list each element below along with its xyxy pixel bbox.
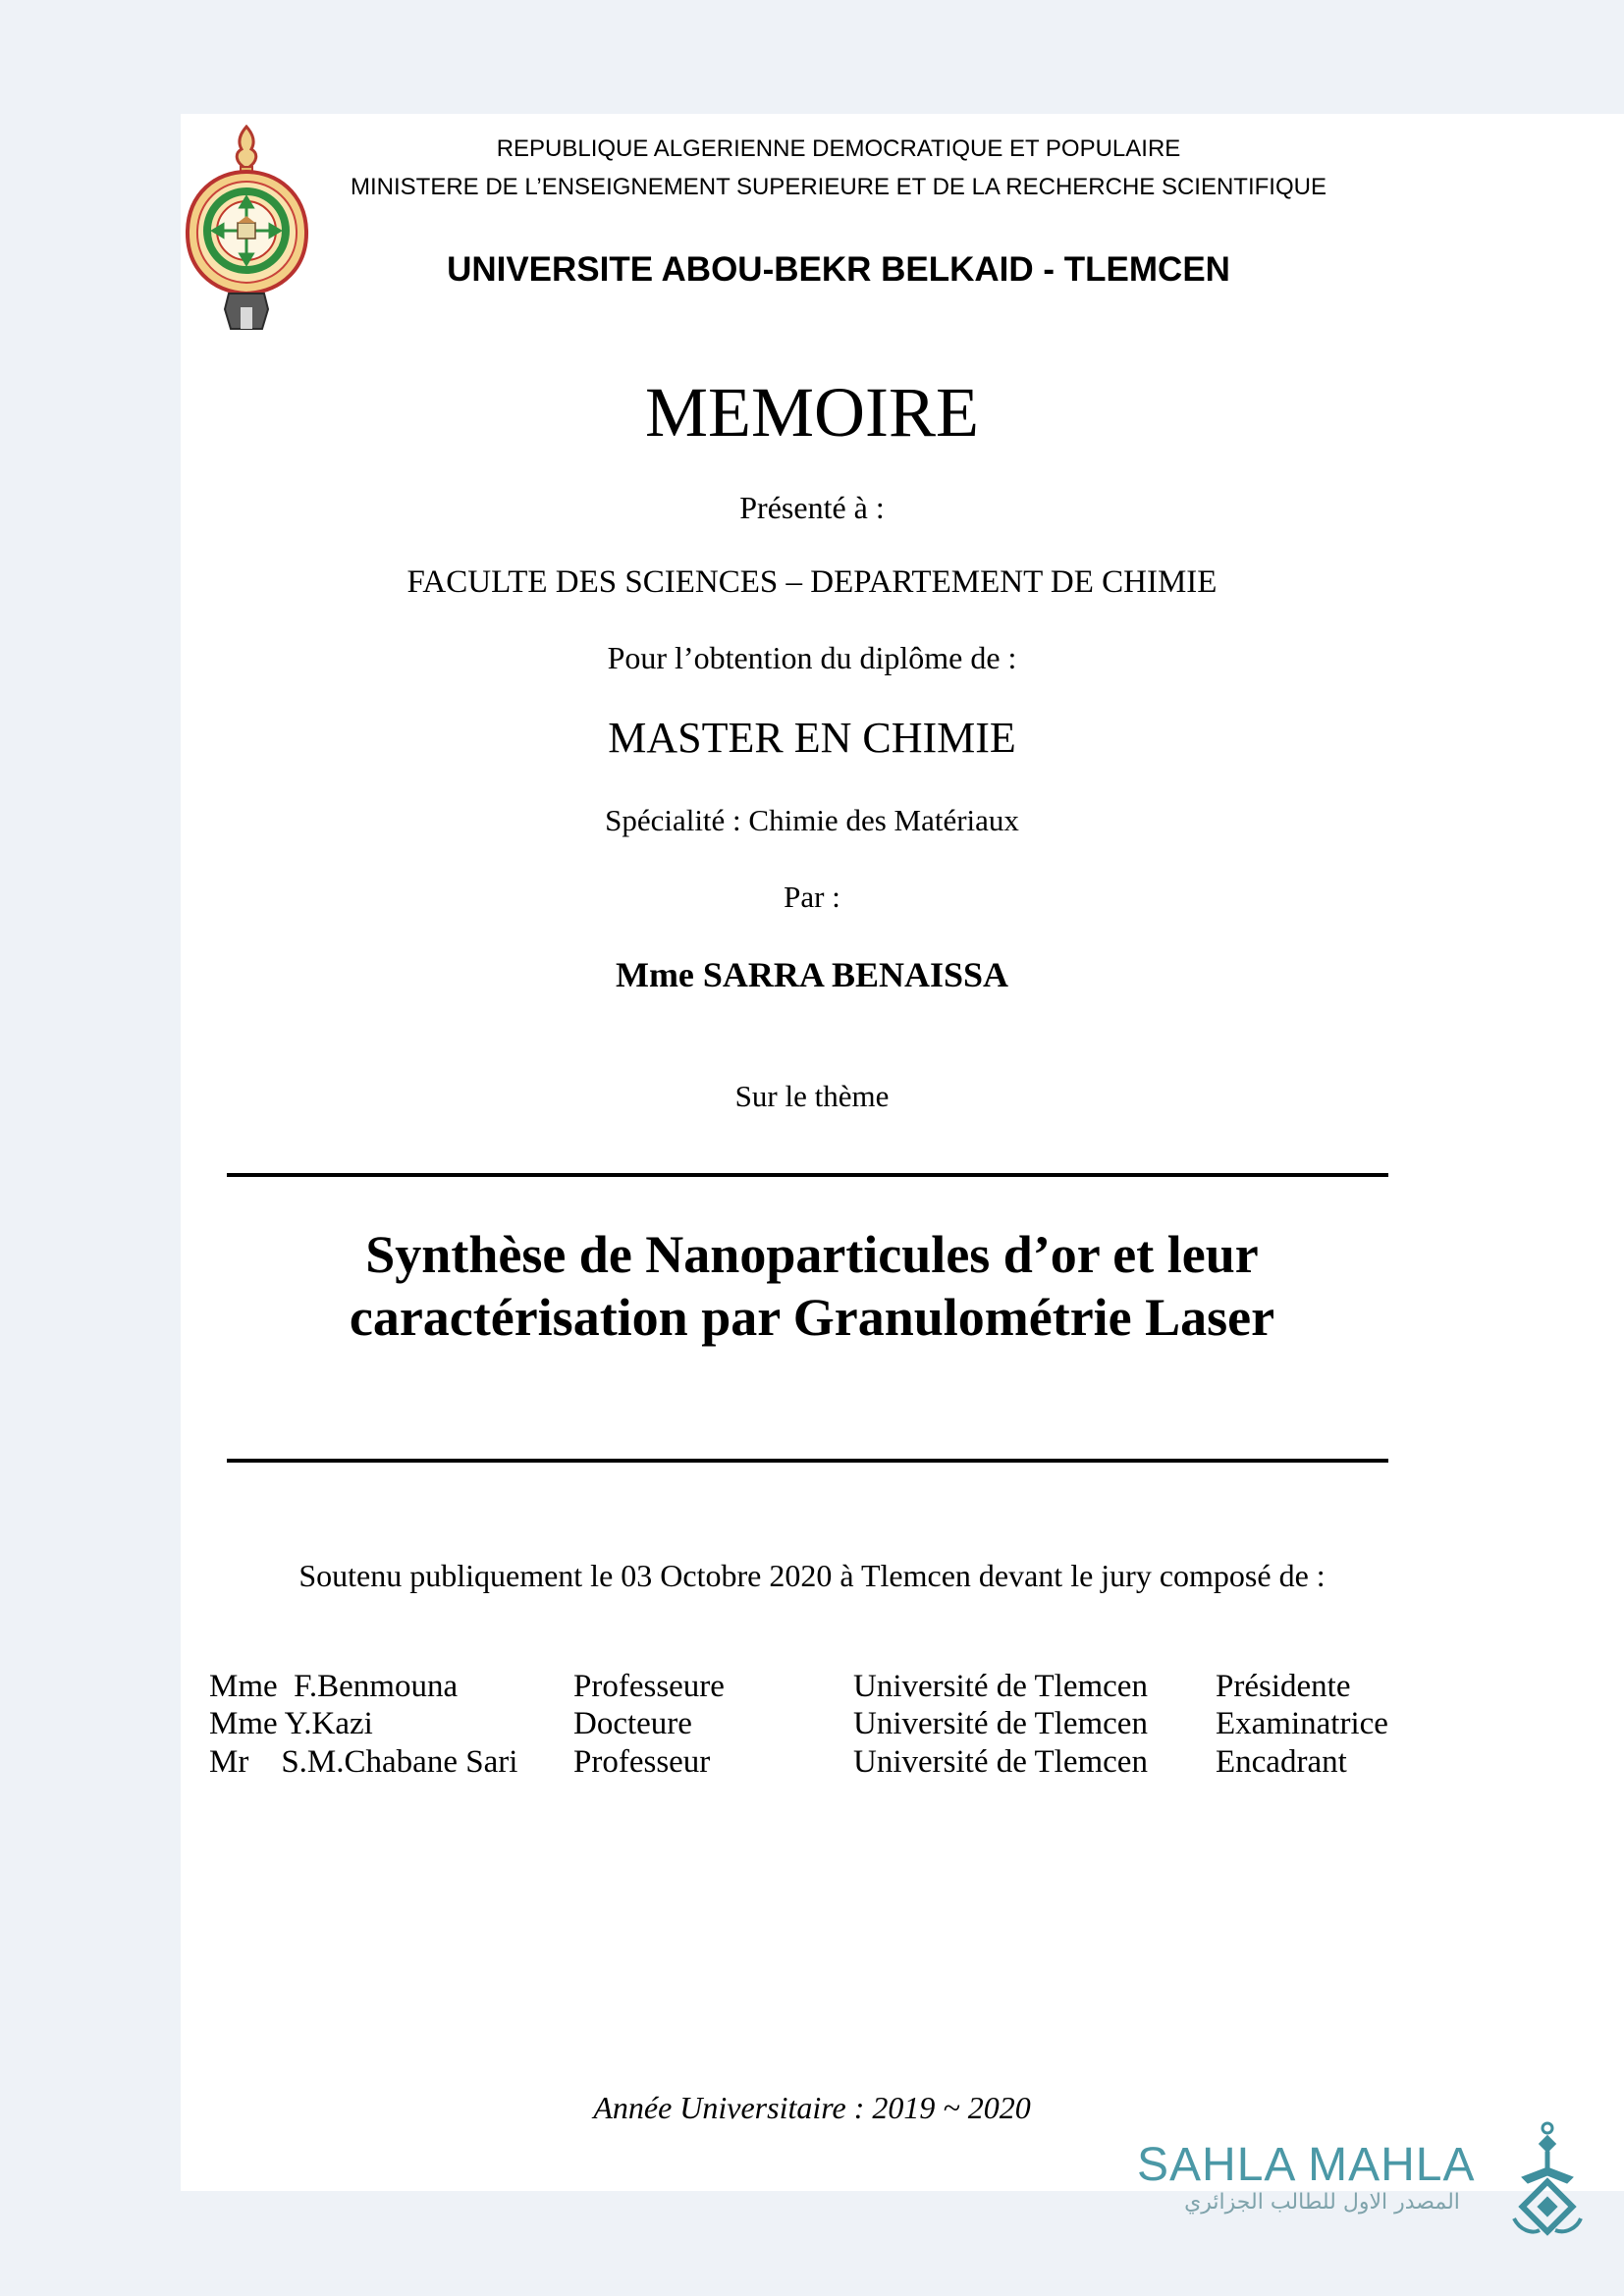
presented-to-label: Présenté à :	[739, 490, 885, 525]
document-type-title: MEMOIRE	[645, 373, 979, 452]
university-heading: UNIVERSITE ABOU-BEKR BELKAID - TLEMCEN	[447, 250, 1230, 289]
jury-member-role: Présidente	[1216, 1669, 1351, 1704]
jury-member-title: Docteure	[573, 1706, 692, 1741]
watermark-brand: SAHLA MAHLA	[1137, 2139, 1476, 2191]
defense-statement: Soutenu publiquement le 03 Octobre 2020 à Tlemcen devant le jury composé de :	[298, 1558, 1326, 1593]
jury-member-name: Mme F.Benmouna	[209, 1669, 459, 1704]
watermark-tagline: المصدر الاول للطالب الجزائري	[1184, 2190, 1460, 2215]
sahla-mahla-calligraphy-icon	[1508, 2120, 1587, 2236]
ministry-heading: MINISTERE DE L’ENSEIGNEMENT SUPERIEURE ET DE LA RECHERCHE SCIENTIFIQUE	[351, 174, 1326, 200]
thesis-title-line-1: Synthèse de Nanoparticules d’or et leur	[365, 1225, 1259, 1284]
specialty: Spécialité : Chimie des Matériaux	[605, 803, 1019, 837]
theme-label: Sur le thème	[734, 1079, 890, 1113]
jury-member-name: Mr S.M.Chabane Sari	[209, 1744, 518, 1780]
faculty-name: FACULTE DES SCIENCES – DEPARTEMENT DE CHIMIE	[406, 564, 1218, 600]
jury-member-institution: Université de Tlemcen	[853, 1706, 1148, 1741]
author-name: Mme SARRA BENAISSA	[615, 955, 1009, 994]
title-top-rule	[227, 1173, 1388, 1177]
jury-member-role: Encadrant	[1216, 1744, 1347, 1780]
jury-member-name: Mme Y.Kazi	[209, 1706, 373, 1741]
thesis-title-line-2: caractérisation par Granulométrie Laser	[349, 1288, 1275, 1347]
academic-year: Année Universitaire : 2019 ~ 2020	[593, 2090, 1031, 2125]
diploma-name: MASTER EN CHIMIE	[608, 714, 1016, 762]
diploma-label: Pour l’obtention du diplôme de :	[607, 640, 1017, 675]
jury-member-title: Professeur	[573, 1744, 711, 1780]
jury-member-institution: Université de Tlemcen	[853, 1669, 1148, 1704]
title-bottom-rule	[227, 1459, 1388, 1463]
jury-member-role: Examinatrice	[1216, 1706, 1388, 1741]
republic-heading: REPUBLIQUE ALGERIENNE DEMOCRATIQUE ET POPULAIRE	[496, 135, 1181, 162]
jury-member-title: Professeure	[573, 1669, 725, 1704]
jury-member-institution: Université de Tlemcen	[853, 1744, 1148, 1780]
by-label: Par :	[784, 880, 840, 914]
